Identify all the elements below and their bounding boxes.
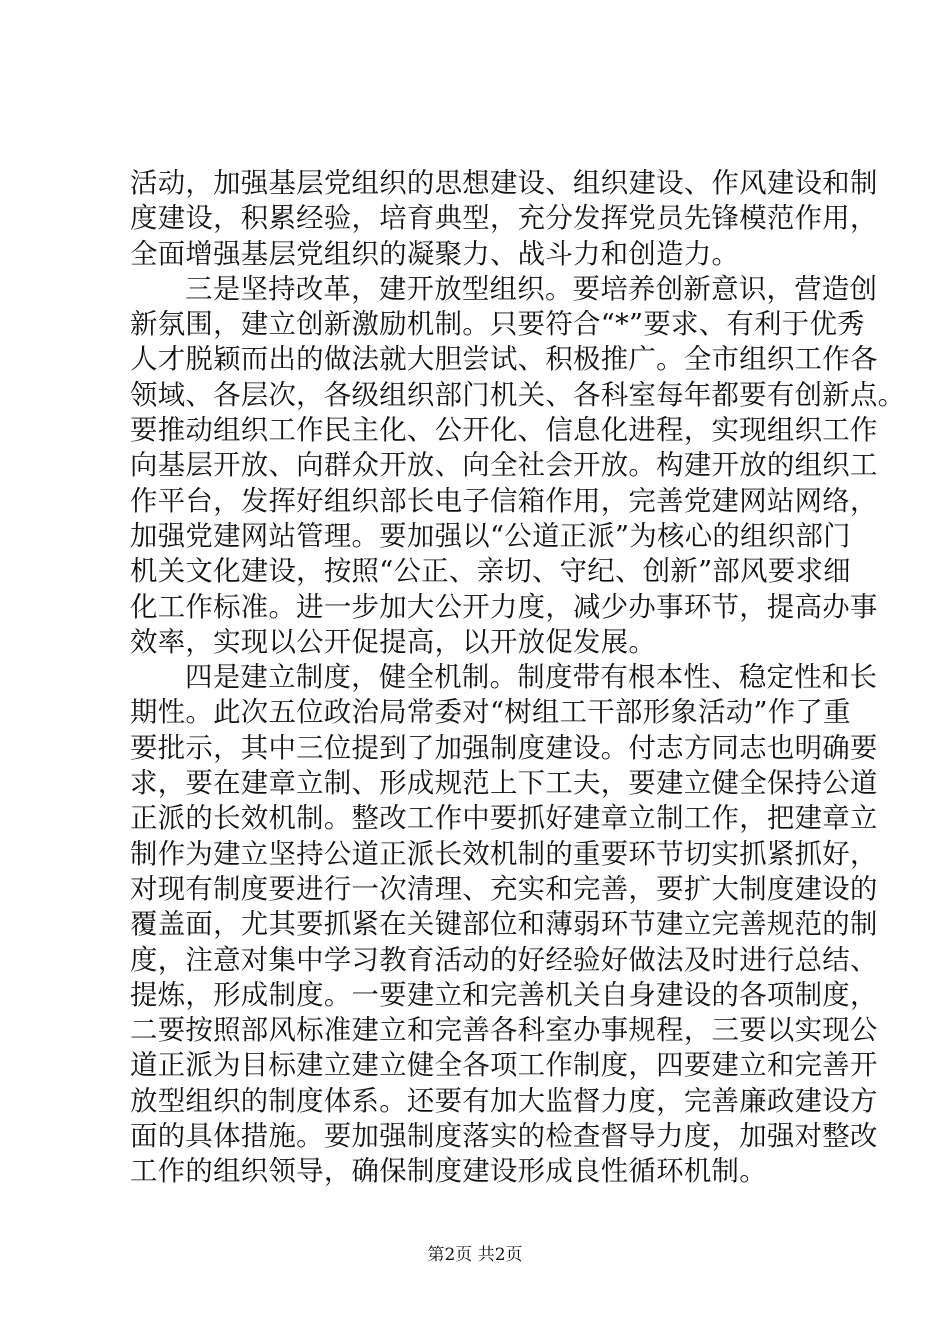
text-line: 正派的长效机制。整改工作中要抓好建章立制工作，把建章立: [130, 803, 878, 835]
text-line: 期性。此次五位政治局常委对“树组工干部形象活动”作了重: [130, 697, 851, 729]
text-line: 人才脱颖而出的做法就大胆尝试、积极推广。全市组织工作各: [130, 344, 878, 376]
text-line: 要批示，其中三位提到了加强制度建设。付志方同志也明确要: [130, 732, 878, 764]
text-line: 道正派为目标建立建立健全各项工作制度，四要建立和完善开: [130, 1050, 878, 1082]
text-line: 工作的组织领导，确保制度建设形成良性循环机制。: [130, 1156, 767, 1188]
text-line: 求，要在建章立制、形成规范上下工夫，要建立健全保持公道: [130, 768, 878, 800]
text-line: 度建设，积累经验，培育典型，充分发挥党员先锋模范作用，: [130, 203, 878, 235]
text-line: 化工作标准。进一步加大公开力度，减少办事环节，提高办事: [130, 591, 878, 623]
text-line: 要推动组织工作民主化、公开化、信息化进程，实现组织工作: [130, 415, 878, 447]
text-line: 向基层开放、向群众开放、向全社会开放。构建开放的组织工: [130, 450, 878, 482]
text-line: 面的具体措施。要加强制度落实的检查督导力度，加强对整改: [130, 1121, 878, 1153]
text-line: 全面增强基层党组织的凝聚力、战斗力和创造力。: [130, 238, 740, 270]
body-text: [130, 166, 906, 1190]
text-line: 加强党建网站管理。要加强以“公道正派”为核心的组织部门: [130, 520, 851, 552]
text-line: 覆盖面，尤其要抓紧在关键部位和薄弱环节建立完善规范的制: [130, 909, 878, 941]
text-line: 作平台，发挥好组织部长电子信箱作用，完善党建网站网络，: [130, 485, 878, 517]
text-line: 度，注意对集中学习教育活动的好经验好做法及时进行总结、: [130, 944, 878, 976]
text-line: 制作为建立坚持公道正派长效机制的重要环节切实抓紧抓好，: [130, 838, 878, 870]
text-line: 新氛围，建立创新激励机制。只要符合“*”要求、有利于优秀: [130, 309, 865, 341]
paragraph-start-line: 四是建立制度，健全机制。制度带有根本性、稳定性和长: [185, 662, 878, 694]
page-number-footer: 第2页 共2页: [427, 1245, 523, 1265]
text-line: 放型组织的制度体系。还要有加大监督力度，完善廉政建设方: [130, 1085, 878, 1117]
text-line: 机关文化建设，按照“公正、亲切、守纪、创新”部风要求细: [130, 556, 851, 588]
text-line: 领域、各层次，各级组织部门机关、各科室每年都要有创新点。: [130, 379, 906, 411]
text-line: 活动，加强基层党组织的思想建设、组织建设、作风建设和制: [130, 168, 878, 199]
text-line: 二要按照部风标准建立和完善各科室办事规程，三要以实现公: [130, 1015, 878, 1047]
text-line: 对现有制度要进行一次清理、充实和完善，要扩大制度建设的: [130, 873, 878, 905]
text-line: 效率，实现以公开促提高，以开放促发展。: [130, 626, 657, 658]
text-line: 提炼，形成制度。一要建立和完善机关自身建设的各项制度，: [130, 979, 878, 1011]
paragraph-start-line: 三是坚持改革，建开放型组织。要培养创新意识，营造创: [185, 273, 878, 305]
